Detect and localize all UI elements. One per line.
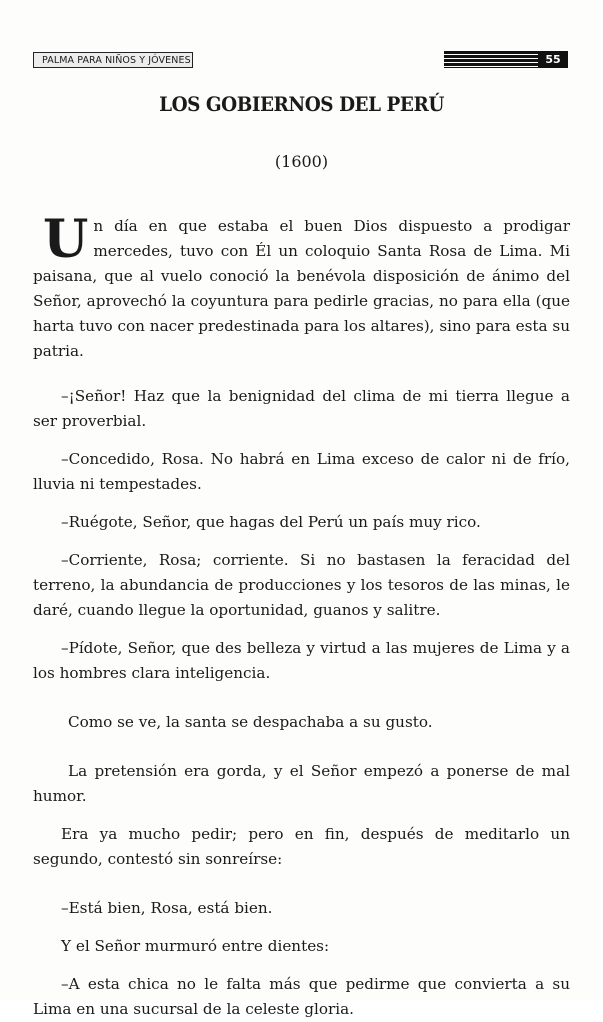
- paragraph-4: –Ruégote, Señor, que hagas del Perú un país muy rico.: [61, 513, 481, 531]
- paragraph-3: –Concedido, Rosa. No habrá en Lima exceso de calor ni de frío, lluvia ni tempestades.: [33, 450, 570, 493]
- paragraph-12: –A esta chica no le falta más que pedirme que convierta a su Lima en una sucursal de la celeste gloria.: [33, 975, 570, 1018]
- paragraph-5: –Corriente, Rosa; corriente. Si no bastasen la feracidad del terreno, la abundancia de producciones y los tesoros de las minas, le daré, cuando llegue la oportunidad, guanos y salitre.: [33, 551, 570, 619]
- paragraph-9: Era ya mucho pedir; pero en fin, después de meditarlo un segundo, contestó sin sonreírse:: [33, 825, 570, 868]
- paragraph-6: –Pídote, Señor, que des belleza y virtud a las mujeres de Lima y a los hombres clara inteligencia.: [33, 639, 570, 682]
- paragraph-8: La pretensión era gorda, y el Señor empezó a ponerse de mal humor.: [33, 762, 570, 805]
- paragraph-1-text: n día en que estaba el buen Dios dispuesto a prodigar mercedes, tuvo con Él un coloquio Santa Rosa de Lima. Mi paisana, que al vuelo conoció la benévola disposición de ánimo del Señor, aprovechó la coyuntura para pedirle gracias, no para ella (que harta tuvo con nacer predestinada para los altares), sino para esta su patria.: [33, 217, 570, 360]
- body-text: [33, 209, 570, 1022]
- paragraph-1: [33, 209, 570, 364]
- page-number: 55: [538, 51, 568, 68]
- paragraph-10: –Está bien, Rosa, está bien.: [61, 899, 273, 917]
- drop-cap: U: [43, 209, 89, 270]
- paragraph-2: –¡Señor! Haz que la benignidad del clima de mi tierra llegue a ser proverbial.: [33, 387, 570, 430]
- chapter-year: (1600): [274, 152, 329, 171]
- chapter-title: LOS GOBIERNOS DEL PERÚ: [159, 92, 444, 116]
- paragraph-7: Como se ve, la santa se despachaba a su gusto.: [68, 713, 433, 731]
- running-header: PALMA PARA NIÑOS Y JÓVENES: [33, 52, 193, 68]
- paragraph-11: Y el Señor murmuró entre dientes:: [61, 937, 330, 955]
